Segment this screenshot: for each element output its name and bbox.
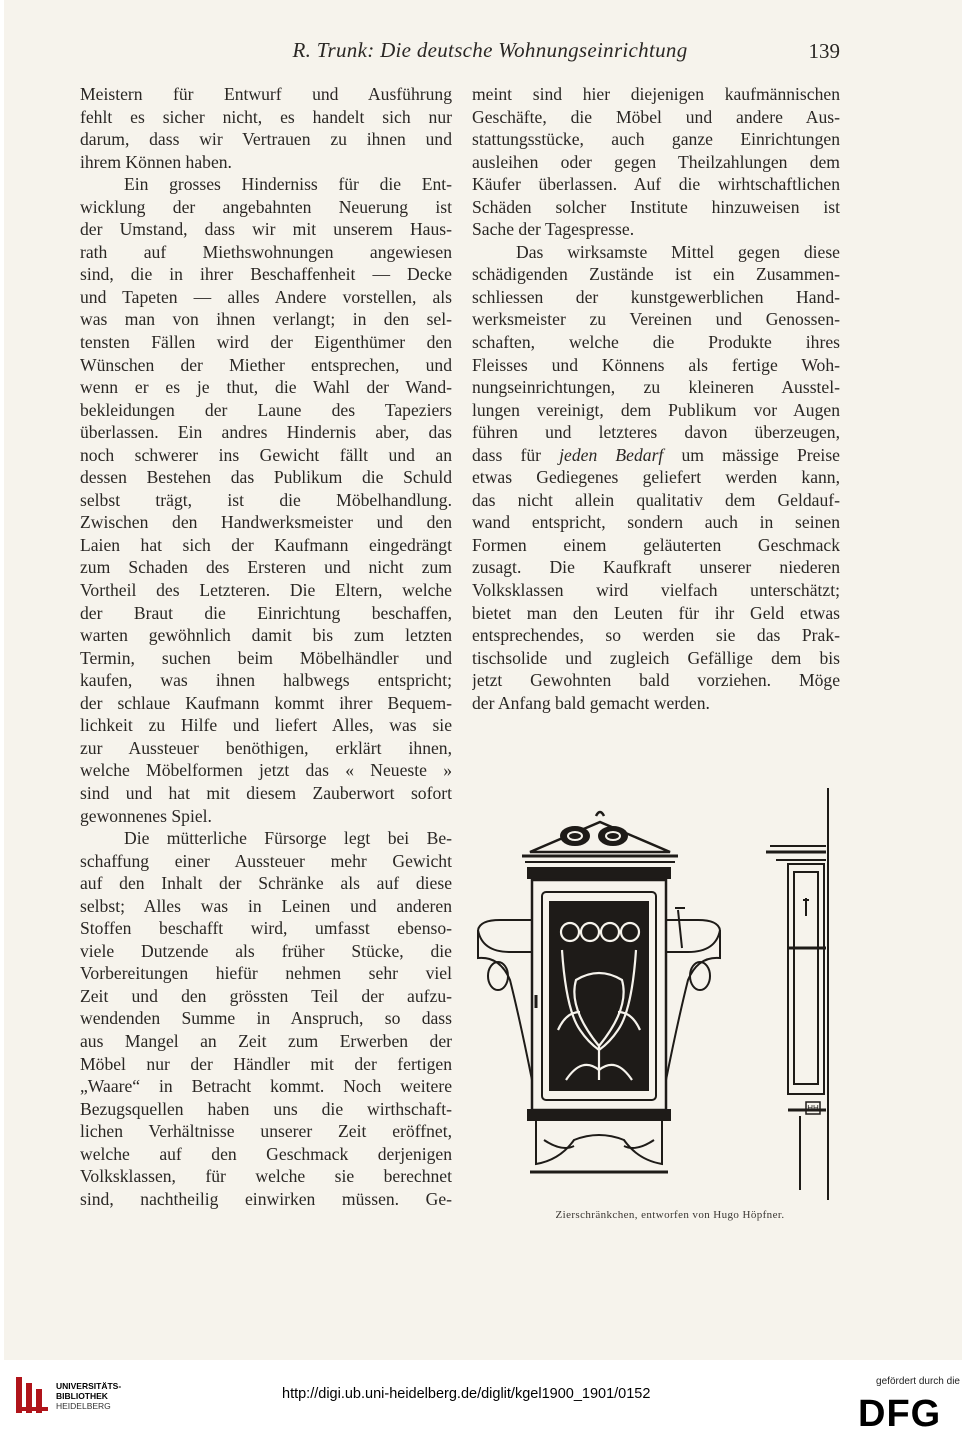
text-line: Fleisses und Könnens als fertige Woh- — [472, 354, 840, 375]
text-line: sind, die in ihrer Beschaffenheit — Decke — [80, 264, 452, 285]
text-line: warten gewöhnlich damit bis zum letzten — [80, 625, 452, 646]
text-line: noch schwerer ins Gewicht fällt und an — [80, 444, 452, 465]
text-line: Wünschen der Miether entsprechen, und — [80, 354, 452, 375]
text-line: Formen einem geläuterten Geschmack — [472, 534, 840, 555]
text-line: Ein grosses Hinderniss für die Ent- — [124, 174, 452, 195]
text-line: lungen vereinigt, dem Publikum vor Augen — [472, 399, 840, 420]
text-line: dessen Bestehen das Publikum die Schuld — [80, 467, 452, 488]
library-name-line: UNIVERSITÄTS- — [56, 1381, 122, 1391]
text-line: Schäden solcher Institute hinzuweisen ist — [472, 196, 840, 217]
text-line: Käufer überlassen. Auf die wirhtschaftlichen — [472, 174, 840, 195]
text-line: aus Mangel an Zeit zum Erwerben der — [80, 1030, 452, 1051]
text-line: Volksklassen, für welche sie berechnet — [80, 1166, 452, 1187]
cabinet-drawing — [470, 780, 840, 1200]
text-line: bietet man den Leuten für ihr Geld etwas — [472, 602, 840, 623]
text-line: fehlt es sicher nicht, es handelt sich nur — [80, 106, 452, 127]
monogram: HH — [807, 1104, 819, 1113]
text-line: sind und hat mit diesem Zauberwort sofort — [80, 782, 452, 803]
text-line: Die mütterliche Fürsorge legt bei Be- — [124, 828, 452, 849]
text-line: tensten Fällen wird der Eigenthümer den — [80, 332, 452, 353]
text-line: schädigenden Zustände ist ein Zusammen- — [472, 264, 840, 285]
text-line: viele Dutzende als früher Stücke, die — [80, 940, 452, 961]
library-name — [56, 1381, 121, 1411]
text-line: der Umstand, dass wir mit unserem Haus- — [80, 219, 452, 240]
library-name-line: BIBLIOTHEK — [56, 1391, 108, 1401]
text-line: jetzt Gewohnten bald vorziehen. Möge — [472, 670, 840, 691]
text-line: sind, nachtheilig einwirken müssen. Ge- — [80, 1188, 452, 1209]
text-line: Das wirksamste Mittel gegen diese — [516, 241, 840, 262]
source-url-link[interactable]: http://digi.ub.uni-heidelberg.de/diglit/kgel1900_1901/0152 — [282, 1386, 651, 1402]
funding-note: gefördert durch die — [876, 1376, 960, 1387]
text-line: „Waare“ in Betracht kommt. Noch weitere — [80, 1076, 452, 1097]
text-line: schaften, welche die Produkte ihres — [472, 332, 840, 353]
text-line: ausleihen oder gegen Theilzahlungen dem — [472, 151, 840, 172]
text-line: und Tapeten — alles Andere vorstellen, als — [80, 286, 452, 307]
text-line: Vortheil des Letzteren. Die Eltern, welche — [80, 580, 452, 601]
text-line: stattungsstücke, auch ganze Einrichtungen — [472, 129, 840, 150]
running-header-title: R. Trunk: Die deutsche Wohnungseinrichtung — [292, 38, 688, 62]
text-line: wand entspricht, sondern auch in seinen — [472, 512, 840, 533]
text-line: wenn er es je thut, die Wahl der Wand- — [80, 377, 452, 398]
text-line: nungseinrichtungen, zu kleineren Ausstel- — [472, 377, 840, 398]
cabinet-illustration — [470, 780, 840, 1200]
text-line: überlassen. Ein andres Hindernis aber, das — [80, 422, 452, 443]
library-logo-icon — [14, 1375, 54, 1415]
text-line: Möbel nur der Händler mit der fertigen — [80, 1053, 452, 1074]
text-line: Vorbereitungen hiefür nehmen sehr viel — [80, 963, 452, 984]
text-fragment: dass für — [472, 444, 560, 465]
text-line: was man von ihnen verlangt; in den sel- — [80, 309, 452, 330]
text-line: Stoffen beschafft wird, umfasst ebenso- — [80, 918, 452, 939]
text-line: welche Möbelformen jetzt das « Neueste » — [80, 760, 452, 781]
text-line: werksmeister zu Vereinen und Genossen- — [472, 309, 840, 330]
text-line: auf den Inhalt der Schränke als auf diese — [80, 873, 452, 894]
dfg-logo-text: DFG — [858, 1393, 942, 1430]
text-fragment: um mässige Preise — [663, 444, 840, 465]
text-line: Geschäfte, die Möbel und andere Aus- — [472, 106, 840, 127]
text-line: Zwischen den Handwerksmeister und den — [80, 512, 452, 533]
text-line: tischsolide und zugleich Gefällige dem bis — [472, 647, 840, 668]
text-line: das nicht allein qualitativ dem Geldauf- — [472, 489, 840, 510]
figure-caption: Zierschränkchen, entworfen von Hugo Höpfner. — [555, 1209, 785, 1221]
right-text-column — [472, 83, 840, 714]
text-line: wendenden Summe in Anspruch, so dass — [80, 1008, 452, 1029]
text-line: ihrem Können haben. — [80, 151, 232, 172]
text-line: zusagt. Die Kaufkraft unserer niederen — [472, 557, 840, 578]
text-line: Meistern für Entwurf und Ausführung — [80, 84, 452, 104]
text-line: meint sind hier diejenigen kaufmännischen — [472, 84, 840, 104]
text-line: Termin, suchen beim Möbelhändler und — [80, 647, 452, 668]
text-line: selbst; Alles was in Leinen und anderen — [80, 895, 452, 916]
text-line: zur Aussteuer benöthigen, erklärt ihnen, — [80, 737, 452, 758]
text-line-mixed — [472, 444, 840, 467]
text-line: lichen Verhältnisse unserer Zeit eröffnet, — [80, 1121, 452, 1142]
page-number: 139 — [808, 39, 840, 63]
text-line: lichkeit zu Hilfe und liefert Alles, was sie — [80, 715, 452, 736]
text-line: Laien hat sich der Kaufmann eingedrängt — [80, 534, 452, 555]
text-line: der Braut die Einrichtung beschaffen, — [80, 602, 452, 623]
text-line: der schlaue Kaufmann kommt ihrer Bequem- — [80, 692, 452, 713]
library-name-line: HEIDELBERG — [56, 1401, 111, 1411]
text-line: kaufen, was ihnen halbwegs entspricht; — [80, 670, 452, 691]
text-line: schaffung einer Aussteuer mehr Gewicht — [80, 850, 452, 871]
cabinet-side-view — [766, 788, 828, 1200]
text-line: wicklung der angebahnten Neuerung ist — [80, 196, 452, 217]
text-line: etwas Gediegenes geliefert werden kann, — [472, 467, 840, 488]
text-line: selbst trägt, ist die Möbelhandlung. — [80, 489, 452, 510]
text-line: Volksklassen wird vielfach unterschätzt; — [472, 580, 840, 601]
text-line: führen und letzteres davon überzeugen, — [472, 422, 840, 443]
text-line: der Anfang bald gemacht werden. — [472, 692, 710, 713]
text-line: Sache der Tagespresse. — [472, 219, 635, 240]
cabinet-front-view — [478, 812, 720, 1172]
text-line: Bezugsquellen haben uns die wirthschaft- — [80, 1098, 452, 1119]
text-line: schliessen der kunstgewerblichen Hand- — [472, 286, 840, 307]
left-text-column — [80, 83, 452, 1210]
text-line: gewonnenes Spiel. — [80, 805, 212, 826]
text-line: welche auf den Geschmack derjenigen — [80, 1143, 452, 1164]
emphasis-text: jeden Bedarf — [559, 444, 664, 465]
text-line: darum, dass wir Vertrauen zu ihnen und — [80, 129, 452, 150]
text-line: entsprechendes, so werden sie das Prak- — [472, 625, 840, 646]
text-line: zum Schaden des Ersteren und nicht zum — [80, 557, 452, 578]
text-line: Zeit und den grössten Teil der aufzu- — [80, 985, 452, 1006]
text-line: bekleidungen der Laune des Tapeziers — [80, 399, 452, 420]
dfg-logo-icon — [858, 1392, 958, 1430]
text-line: rath auf Miethswohnungen angewiesen — [80, 241, 452, 262]
